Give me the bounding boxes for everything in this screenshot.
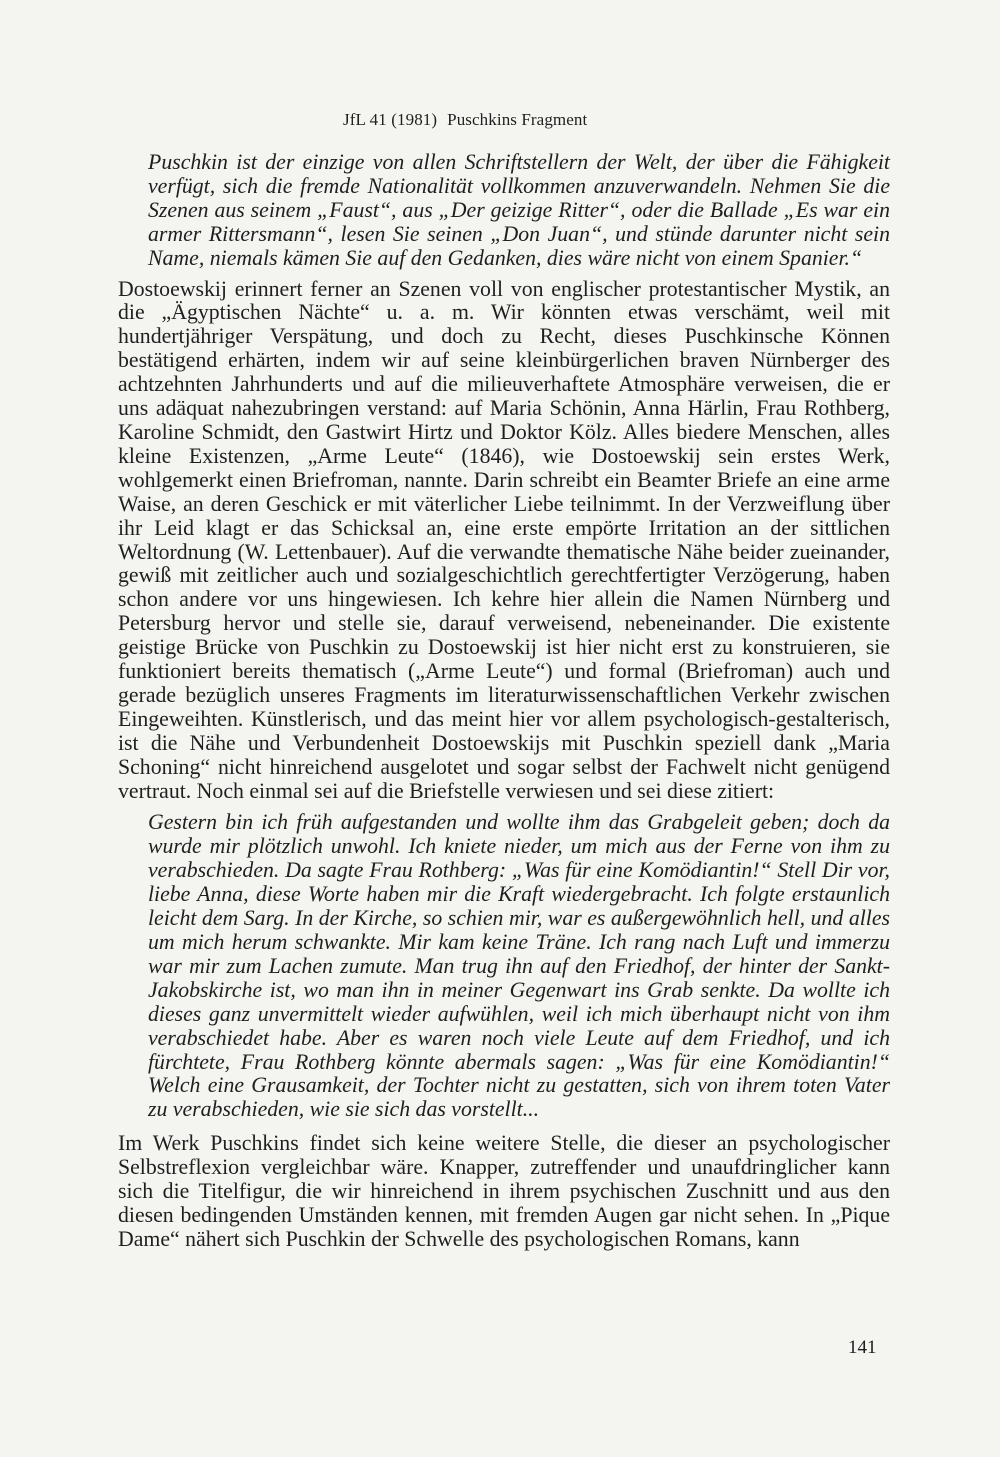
running-title: Puschkins Fragment <box>447 110 588 129</box>
main-paragraph: Dostoewskij erinnert ferner an Szenen voll von englischer protestantischer Mystik, an die „Ägyptischen Nächte“ u. a. m. Wir könnten etwas verschämt, weil mit hundertjähriger Verspätung, und doch zu Recht, dieses Puschkinsche Können bestätigend erhärten, indem wir auf seine kleinbürgerlichen braven Nürnberger des achtzehnten Jahrhunderts und auf die milieuverhaftete Atmosphäre verweisen, die er uns adäquat nahezubringen verstand: auf Maria Schönin, Anna Härlin, Frau Rothberg, Karoline Schmidt, den Gastwirt Hirtz und Doktor Kölz. Alles biedere Menschen, alles kleine Existenzen, „Arme Leute“ (1846), wie Dostoewskij sein erstes Werk, wohlgemerkt einen Briefroman, nannte. Darin schreibt ein Beamter Briefe an eine arme Waise, an deren Geschick er mit väterlicher Liebe teilnimmt. In der Verzweiflung über ihr Leid klagt er das Schicksal an, eine erste empörte Irritation an der sittlichen Weltordnung (W. Lettenbauer). Auf die verwandte thematische Nähe beider zueinander, gewiß mit zeitlicher auch und sozialgeschichtlich gerechtfertigter Verzögerung, haben schon andere vor uns hingewiesen. Ich kehre hier allein die Namen Nürnberg und Petersburg hervor und stelle sie, darauf verweisend, nebeneinander. Die existente geistige Brücke von Puschkin zu Dostoewskij ist hier nicht erst zu konstruieren, sie funktioniert bereits thematisch („Arme Leute“) und formal (Briefroman) auch und gerade bezüglich unseres Fragments im literaturwissenschaftlichen Verkehr zwischen Eingeweihten. Künstlerisch, und das meint hier vor allem psychologisch-gestalterisch, ist die Nähe und Verbundenheit Dostoewskijs mit Puschkin speziell dank „Maria Schoning“ nicht hinreichend ausgelotet und sogar selbst der Fachwelt nicht genügend vertraut. Noch einmal sei auf die Briefstelle verwiesen und sei diese zitiert: <box>118 276 890 803</box>
letter-quote: Gestern bin ich früh aufgestanden und wollte ihm das Grabgeleit geben; doch da wurde mir plötzlich unwohl. Ich kniete nieder, um mich aus der Ferne von ihm zu verabschieden. Da sagte Frau Rothberg: „Was für eine Komödiantin!“ Stell Dir vor, liebe Anna, diese Worte haben mir die Kraft wiedergebracht. Ich folgte erstaunlich leicht dem Sarg. In der Kirche, so schien mir, war es außergewöhnlich hell, und alles um mich herum schwankte. Mir kam keine Träne. Ich rang nach Luft und immerzu war mir zum Lachen zumute. Man trug ihn auf den Friedhof, der hinter der Sankt-Jakobskirche ist, wo man ihn in meiner Gegenwart ins Grab senkte. Da wollte ich dieses ganz unvermittelt wieder aufwühlen, weil ich mich überhaupt nicht von ihm verabschiedet habe. Aber es waren noch viele Leute auf dem Friedhof, und ich fürchtete, Frau Rothberg könnte abermals sagen: „Was für eine Komödiantin!“ Welch eine Grausamkeit, der Tochter nicht zu gestatten, sich von ihrem toten Vater zu verabschieden, wie sie sich das vorstellt... <box>148 810 890 1122</box>
page-number: 141 <box>848 1337 877 1358</box>
journal-reference: JfL 41 (1981) <box>343 110 438 129</box>
closing-paragraph: Im Werk Puschkins findet sich keine weitere Stelle, die dieser an psychologischer Selbstreflexion vergleichbar wäre. Knapper, zutreffender und unaufdringlicher kann sich die Titelfigur, die wir hinreichend in ihrem psychischen Zuschnitt und aus den diesen bedingenden Umständen kennen, mit fremden Augen gar nicht sehen. In „Pique Dame“ nähert sich Puschkin der Schwelle des psychologischen Romans, kann <box>118 1131 890 1251</box>
running-header <box>343 108 587 132</box>
article-body <box>118 151 890 1252</box>
opening-quote: Puschkin ist der einzige von allen Schriftstellern der Welt, der über die Fähigkeit verfügt, sich die fremde Nationalität vollkommen anzuverwandeln. Nehmen Sie die Szenen aus seinem „Faust“, aus „Der geizige Ritter“, oder die Ballade „Es war ein armer Rittersmann“, lesen Sie seinen „Don Juan“, und stünde darunter nicht sein Name, niemals kämen Sie auf den Gedanken, dies wäre nicht von einem Spanier.“ <box>148 150 890 270</box>
